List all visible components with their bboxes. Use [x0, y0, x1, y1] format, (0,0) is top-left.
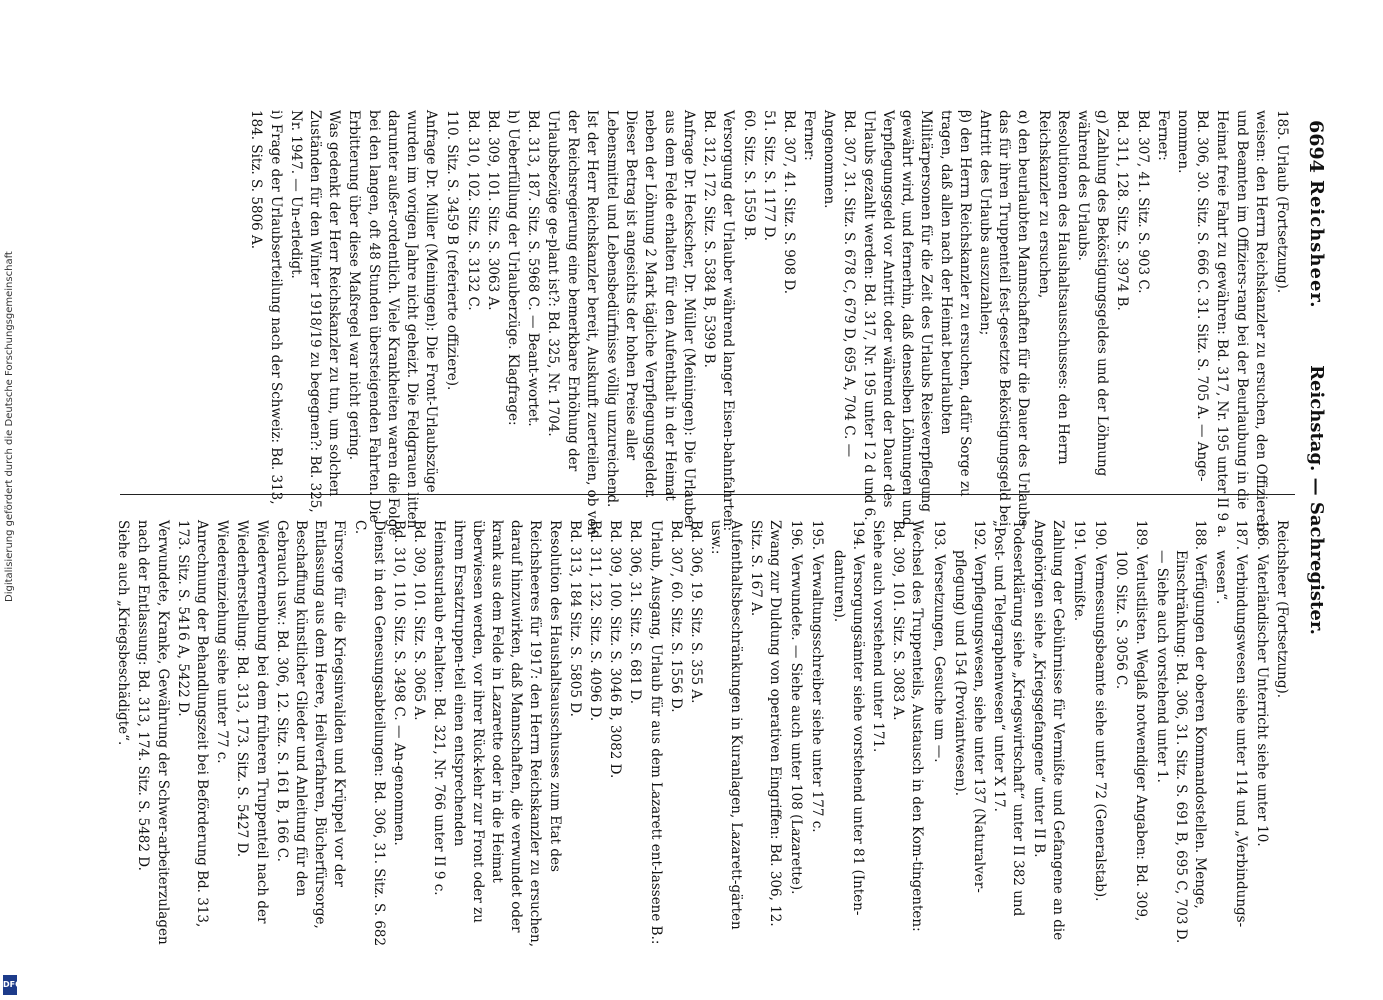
text-line: Resolutionen des Haushaltsausschusses: den Herrn Reichskanzler zu ersuchen,: [1035, 110, 1071, 465]
text-line: Bd. 307, 41. Sitz. S. 908 D.: [780, 110, 797, 294]
text-line: 110. Sitz. S. 3459 B (referierte offiziere).: [444, 110, 461, 391]
text-line: Bd. 309, 101. Sitz. S. 3065 A.: [411, 520, 428, 721]
text-line: Resolution des Haushaltsausschusses zum Etat des Reichsheeres für 1917: den Herrn Reichskanzler zu ersuchen, darauf hinzuwirken, daß Mannschaften, die verwundet oder krank aus dem Felde in Lazarette oder in die Heimat überwiesen werden, vor ihrer Rück-kehr zur Front oder zu ihrem Ersatztruppen-teil einen entsprechenden Heimatsurlaub er-halten: Bd. 321, Nr. 766 unter II 9 c.: [431, 520, 563, 948]
left-column: [126, 110, 1291, 538]
text-line: Anfrage Dr. Heckscher, Dr. Müller (Meiningen): Die Urlauber aus dem Felde erhalten für den Aufenthalt in der Heimat neben der Löhnung 2 Mark tägliche Verpflegungsgelder. Dieser Betrag ist angesichts der hohen Preise aller Lebensmittel und Lebensbedürfnisse völlig unzureichend.: [604, 110, 697, 530]
text-line: Bd. 311, 132. Sitz. S. 4096 D.: [587, 520, 604, 722]
text-line: Bd. 307, 60. Sitz. S. 1556 D.: [667, 520, 684, 713]
text-line: 192. Verpflegungswesen, siehe unter 137 (Naturalver-pflegung) und 154 (Proviantwesen).: [951, 520, 987, 893]
text-line: 194. Versorgungsämter siehe vorstehend unter 81 (Inten-danturen).: [830, 520, 866, 916]
text-line: Bd. 306, 31. Sitz. S. 681 D.: [627, 520, 644, 704]
text-line: 187. Verbindungswesen siehe unter 114 und „Verbindungs-wesen“.: [1213, 520, 1249, 928]
text-line: 190. Vermessungsbeamte siehe unter 72 (Generalstab).: [1092, 520, 1109, 902]
text-line: Zahlung der Gebührnisse für Vermißte und Gefangene an die Angehörigen siehe „Kriegsgefangene“ unter II B.: [1030, 520, 1066, 941]
text-line: Wiedervernenbung bei dem früheren Truppenteil nach der Wiederherstellung: Bd. 313, 173. Sitz. S. 5427 D.: [234, 520, 270, 924]
text-line: 189. Verlustlisten. Weglaß notwendiger Angaben: Bd. 309, 100. Sitz. S. 3056 C.: [1113, 520, 1149, 922]
text-line: Siehe auch vorstehend unter 171.: [869, 520, 886, 753]
dfg-logo: DFG: [3, 975, 17, 995]
text-line: Bd. 309, 101. Sitz. S. 3063 A.: [484, 110, 501, 311]
text-line: 191. Vermißte.: [1070, 520, 1087, 622]
text-line: Bd. 313, 184 Sitz. S. 5805 D.: [566, 520, 583, 717]
text-line: 185. Urlaub (Fortsetzung).: [1274, 110, 1290, 294]
text-line: α) den beurlaubten Mannschaften für die Dauer des Urlaubs das für ihren Truppenteil fest-gesetzte Beköstigungsgeld bei Antritt des Urlaubs auszuzahlen;: [976, 110, 1032, 527]
text-line: Verwundete, Kranke, Gewährung der Schwer-arbeiterzulagen nach der Entlassung: Bd. 313, 174. Sitz. S. 5482 D.: [135, 520, 171, 945]
text-line: Reichsheer (Fortsetzung).: [1274, 520, 1290, 699]
text-line: Bd. 306, 19. Sitz. S. 355 A.: [688, 520, 705, 704]
right-column: [115, 520, 1291, 948]
text-line: i) Frage der Urlaubserteilung nach der Schweiz: Bd. 313, 184. Sitz. S. 5806 A.: [248, 110, 284, 505]
text-line: Bd. 310, 110. Sitz. S. 3498 C. — An-genommen.: [391, 520, 408, 846]
text-line: Versorgung der Urlauber während langer Eisen-bahnfahrten: Bd. 312, 172. Sitz. S. 5384 B, 5399 B.: [701, 110, 737, 532]
text-line: Todeserklärung siehe „Kriegswirtschaft“ unter II 382 und „Post- und Telegraphenwesen“ unter X 17.: [991, 520, 1027, 917]
text-line: h) Ueberfüllung der Urlauberzüge. Klagfrage:: [505, 110, 522, 426]
text-line: Bd. 309, 100. Sitz. S. 3046 B, 3082 D.: [607, 520, 624, 779]
text-line: Bd. 306, 30. Sitz. S. 666 C. 31. Sitz. S. 705 A. — Ange-nommen.: [1174, 110, 1211, 482]
digitization-credit: Digitalisierung gefördert durch die Deutsche Forschungsgemeinschaft: [4, 251, 15, 602]
text-line: Anfrage Dr. Müller (Meiningen): Die Front-Urlaubszüge wurden im vorigen Jahre nicht geheizt. Die Feldgrauen litten darunter außer-ordentlich. Viele Krankheiten waren die Folge bei den langen, oft 48 Stunden übersteigenden Fahrten. Die Erbitterung über diese Maßregel war nicht gering.: [346, 110, 440, 536]
text-line: Bd. 311, 128. Sitz. S. 3974 B.: [1114, 110, 1131, 311]
text-line: Ist der Herr Reichskanzler bereit, Auskunft zuerteilen, ob von der Reichsregierung eine bemerkbare Erhöhung der Urlaubsbezüge ge-plant ist?: Bd. 325, Nr. 1704.: [545, 110, 600, 536]
text-line: 188. Verfügungen der oberen Kommandostellen. Menge, Einschränkung: Bd. 306, 31. Sitz. S. 691 B, 695 C, 703 D. — Siehe auch vorstehend unter 1.: [1153, 520, 1209, 944]
text-line: β) den Herrn Reichskanzler zu ersuchen, dafür Sorge zu tragen, daß allen nach der Heimat beurlaubten Militärpersonen für die Zeit des Urlaubs Reiseverpflegung gewährt wird, und fernerhin, daß denselben Löhnungen und Verpflegungsgeld vor Antritt oder während der Dauer des Urlaubs gezahlt werden: Bd. 317, Nr. 195 unter I 2 d und 6.: [860, 110, 973, 526]
text-line: Wechsel des Truppenteils, Austausch in den Kom-tingenten: Bd. 309, 101. Sitz. S. 3083 A.: [890, 520, 926, 932]
text-line: Bd. 307, 31. Sitz. S. 678 C, 679 D, 695 A, 704 C. — Angenommen.: [821, 110, 857, 458]
text-line: weisen: den Herrn Reichskanzler zu ersuchen, den Offizieren und Beamten im Offiziers-rang bei der Beurlaubung in die Heimat freie Fahrt zu gewähren: Bd. 317, Nr. 195 unter II 9 a.: [1214, 110, 1269, 538]
text-line: Bd. 307, 41. Sitz. S. 903 C.: [1134, 110, 1151, 294]
page-number: 6694: [1305, 120, 1327, 173]
text-line: Anrechnung der Behandlungszeit bei Beförderung Bd. 313, 173. Sitz. S. 5416 A, 5422 D.: [174, 520, 211, 928]
text-line: Bd. 310, 102. Sitz. S. 3132 C.: [464, 110, 481, 311]
text-line: 60. Sitz. S. 1559 B.: [740, 110, 757, 241]
text-line: 195. Verwaltungsschreiber siehe unter 177 c.: [809, 520, 826, 833]
text-line: Ferner:: [1154, 110, 1171, 161]
text-line: Ferner:: [801, 110, 818, 161]
text-line: Bd. 313, 187. Sitz. S. 5968 C. — Beant-wortet.: [525, 110, 542, 427]
text-line: Dienst in den Genesungsabteilungen: Bd. 306, 31. Sitz. S. 682 C.: [351, 520, 387, 947]
text-line: Fürsorge für die Kriegsinvaliden und Krüppel vor der Entlassung aus dem Heere, Heilverfahren, Bücherfürsorge, Beschaffung künstlicher Glieder und Anleitung für den Gebrauch usw.: Bd. 306, 12. Sitz. S. 161 B, 166 C.: [273, 520, 348, 929]
text-line: 193. Versetzungen, Gesuche um —.: [930, 520, 947, 763]
text-line: 186. Vaterländischer Unterricht siehe unter 10.: [1253, 520, 1270, 847]
text-line: Zwang zur Duldung von operativen Eingriffen: Bd. 306, 12. Sitz. S. 167 A.: [747, 520, 783, 927]
text-line: g) Zahlung des Beköstigungsgeldes und der Löhnung während des Urlaubs.: [1074, 110, 1111, 477]
running-head: Reichsheer.: [1306, 180, 1327, 309]
text-line: Siehe auch „Kriegsbeschädigte“.: [115, 520, 132, 746]
text-line: 196. Verwundete. — Siehe auch unter 108 (Lazarette).: [788, 520, 805, 895]
page-title: Reichstag. — Sachregister.: [1306, 365, 1327, 635]
text-line: Aufenthaltsbeschränkungen in Kuranlagen, Lazarett-gärten usw.:: [708, 520, 744, 930]
text-line: Urlaub, Ausgang, Urlaub für aus dem Lazarett ent-lassene B.:: [647, 520, 664, 945]
text-line: Wiedereinziehung siehe unter 77 c.: [214, 520, 231, 764]
page-header: [1295, 0, 1335, 1000]
text-line: Was gedenkt der Herr Reichskanzler zu tun, um solchen Zuständen für den Winter 1918/19 zu begegnen?: Bd. 325, Nr. 1947. — Un-erledigt.: [287, 110, 343, 513]
text-line: 51. Sitz. S. 1177 D.: [760, 110, 777, 242]
